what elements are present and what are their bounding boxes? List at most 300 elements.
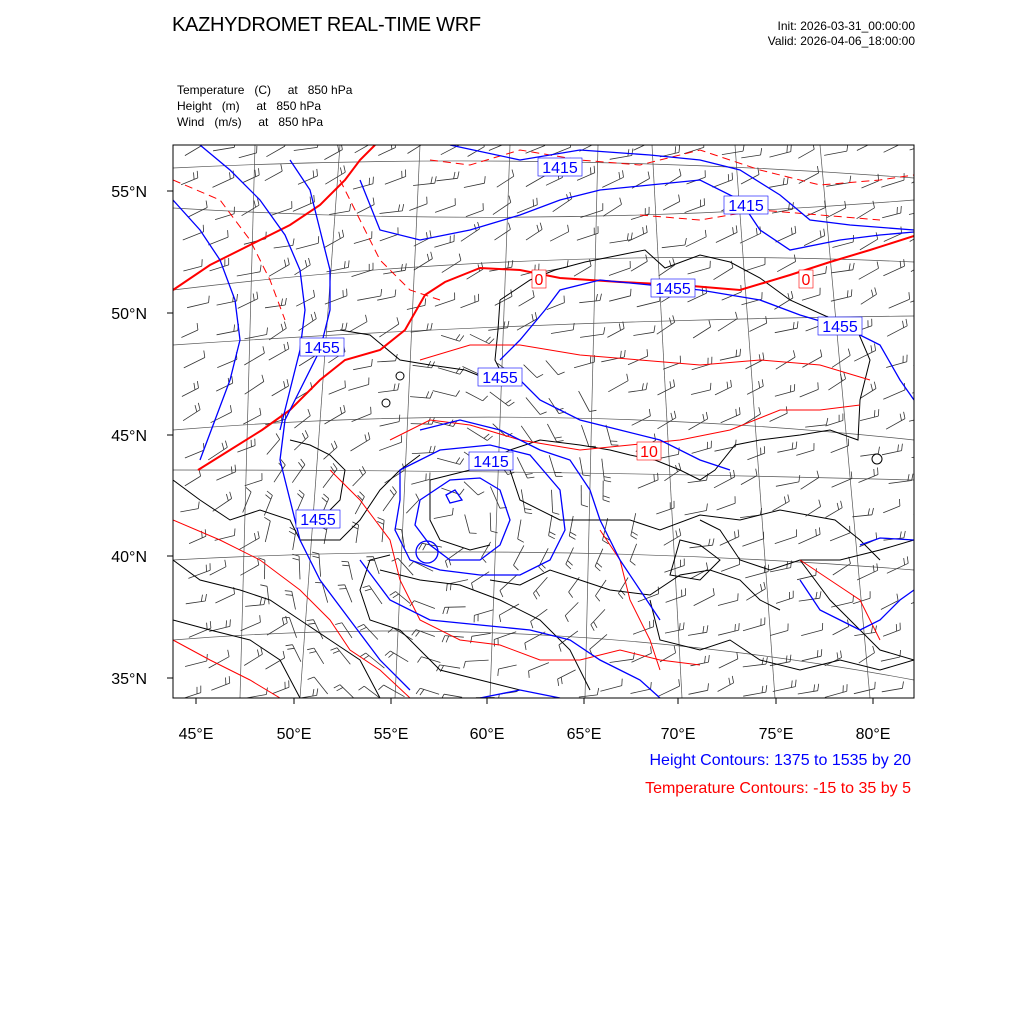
wind-barb-feather <box>314 312 316 319</box>
wind-barb-staff <box>353 366 371 370</box>
wind-barb-staff <box>659 265 675 276</box>
wind-barb-feather <box>590 259 592 266</box>
wind-barb-feather <box>875 134 876 141</box>
wind-barb-feather <box>536 590 540 596</box>
wind-barb-staff <box>180 509 198 512</box>
wind-barb-feather <box>590 410 597 411</box>
wind-barb-feather <box>443 607 445 614</box>
wind-barb-feather <box>565 616 568 622</box>
wind-barb-feather <box>624 350 625 357</box>
wind-barb-staff <box>526 176 545 187</box>
wind-barb-staff <box>490 392 509 406</box>
wind-barb-staff <box>664 535 681 545</box>
wind-barb-feather <box>260 265 261 272</box>
wind-barb-feather <box>374 134 375 141</box>
wind-barb-staff <box>770 631 788 636</box>
wind-barb-feather <box>848 349 850 356</box>
wind-barb-feather <box>284 260 285 267</box>
wind-barb-staff <box>181 330 198 338</box>
wind-barb-feather <box>595 596 599 602</box>
wind-barb-feather <box>456 458 460 464</box>
wind-barb-feather <box>597 688 598 695</box>
wind-barb-feather <box>331 648 338 651</box>
wind-barb-feather <box>197 323 198 330</box>
wind-barb-staff <box>353 473 366 487</box>
wind-barb-feather <box>875 682 876 689</box>
wind-barb-feather <box>372 359 373 366</box>
wind-barb-staff <box>610 659 634 662</box>
wind-barb-feather <box>654 325 655 332</box>
wind-barb-feather <box>732 676 733 683</box>
wind-barb-feather <box>874 469 875 476</box>
wind-barb-feather <box>460 336 464 342</box>
wind-barb-feather <box>604 327 605 334</box>
wind-barb-feather <box>487 436 492 441</box>
wind-barb-feather <box>226 494 228 501</box>
wind-barb-staff <box>741 476 757 485</box>
wind-barb-staff <box>189 536 206 543</box>
wind-barb-feather <box>426 391 429 398</box>
wind-barb-feather <box>210 621 211 628</box>
wind-barb-staff <box>744 265 765 272</box>
wind-barb-feather <box>392 487 396 493</box>
wind-barb-staff <box>245 480 262 486</box>
wind-barb-feather <box>679 463 681 470</box>
wind-barb-staff <box>380 211 403 214</box>
wind-barb-feather <box>257 650 259 657</box>
wind-barb-feather <box>736 350 737 357</box>
wind-barb-staff <box>915 326 937 331</box>
wind-barb-feather <box>793 322 794 329</box>
wind-barb-staff <box>215 536 235 541</box>
wind-barb-staff <box>580 334 604 337</box>
wind-barb-feather <box>705 230 706 237</box>
wind-barb-feather <box>654 475 655 482</box>
wind-barb-feather <box>286 616 288 623</box>
wind-barb-staff <box>217 331 238 335</box>
wind-barb-feather <box>766 685 767 692</box>
wind-barb-staff <box>380 422 400 427</box>
wind-barb-staff <box>524 365 537 378</box>
wind-barb-staff <box>912 453 933 457</box>
wind-barb-feather <box>679 145 680 152</box>
wind-barb-feather <box>707 504 708 511</box>
wind-barb-staff <box>745 572 768 578</box>
wind-barb-feather <box>679 169 681 176</box>
wind-barb-staff <box>579 301 600 303</box>
wind-barb-staff <box>241 622 261 631</box>
wind-barb-staff <box>412 453 434 454</box>
wind-barb-feather <box>339 232 340 239</box>
wind-barb-staff <box>184 358 205 368</box>
wind-barb-staff <box>217 301 237 305</box>
wind-barb-feather <box>505 137 506 144</box>
wind-barb-feather <box>674 646 675 653</box>
field-wind: Wind (m/s) at 850 hPa <box>177 114 352 130</box>
wind-barb-staff <box>182 388 199 397</box>
wind-barb-feather <box>334 441 337 447</box>
wind-barb-staff <box>340 685 354 699</box>
wind-barb-feather <box>390 592 396 596</box>
wind-barb-staff <box>552 490 553 513</box>
wind-barb-feather <box>874 410 875 417</box>
wind-barb-staff <box>211 683 229 690</box>
wind-barb-feather <box>366 315 368 322</box>
wind-barb-feather <box>713 588 714 595</box>
wind-barb-staff <box>435 205 455 212</box>
wind-barb-feather <box>868 508 869 515</box>
wind-barb-staff <box>245 335 267 339</box>
wind-barb-staff <box>348 562 352 580</box>
wind-barb-staff <box>239 153 257 158</box>
wind-barb-staff <box>465 515 470 534</box>
wind-barb-feather <box>903 135 904 142</box>
wind-barb-feather <box>729 678 730 685</box>
wind-barb-staff <box>749 323 766 331</box>
wind-barb-feather <box>317 169 318 176</box>
wind-barb-feather <box>901 206 902 213</box>
wind-barb-staff <box>664 566 684 573</box>
wind-barb-feather <box>900 414 901 421</box>
wind-barb-staff <box>416 630 435 637</box>
wind-barb-staff <box>185 146 202 156</box>
wind-barb-feather <box>818 684 819 691</box>
wind-barb-feather <box>937 564 938 571</box>
wind-barb-staff <box>831 270 853 273</box>
wind-barb-feather <box>284 344 285 351</box>
wind-barb-staff <box>242 205 259 216</box>
wind-barb-feather <box>670 381 671 388</box>
wind-barb-staff <box>238 299 258 309</box>
wind-barb-feather <box>595 136 596 143</box>
wind-barb-staff <box>414 601 435 609</box>
wind-barb-feather <box>549 536 555 539</box>
wind-barb-feather <box>872 508 874 515</box>
wind-barb-feather <box>423 544 426 550</box>
wind-barb-feather <box>793 350 795 357</box>
wind-barb-feather <box>317 689 318 696</box>
wind-barb-feather <box>231 466 232 473</box>
wind-barb-staff <box>294 437 308 451</box>
wind-barb-staff <box>380 234 398 241</box>
wind-barb-feather <box>569 592 573 598</box>
wind-barb-feather <box>339 589 346 590</box>
wind-barb-feather <box>902 444 903 451</box>
wind-barb-staff <box>912 388 932 394</box>
wind-barb-feather <box>651 646 652 653</box>
wind-barb-feather <box>446 636 449 643</box>
wind-barb-staff <box>324 237 344 248</box>
wind-barb-feather <box>841 651 842 658</box>
wind-barb-feather <box>646 225 647 232</box>
wind-barb-staff <box>183 266 201 271</box>
wind-barb-feather <box>235 465 236 472</box>
wind-barb-feather <box>570 140 571 147</box>
wind-barb-feather <box>941 531 942 538</box>
wind-barb-feather <box>733 227 734 234</box>
wind-barb-feather <box>297 494 302 499</box>
wind-barb-staff <box>579 391 590 411</box>
wind-barb-feather <box>932 446 933 453</box>
height-label: 1455 <box>822 319 858 336</box>
wind-barb-feather <box>786 656 787 663</box>
wind-barb-feather <box>362 466 365 472</box>
lon-label: 75°E <box>759 726 794 743</box>
wind-barb-feather <box>927 204 928 211</box>
height-label: 1455 <box>304 340 340 357</box>
wind-barb-feather <box>310 197 311 204</box>
wind-barb-staff <box>408 141 428 154</box>
wind-barb-staff <box>718 630 739 635</box>
wind-barb-feather <box>287 648 294 649</box>
wind-barb-feather <box>500 591 503 597</box>
wind-barb-feather <box>281 164 282 171</box>
wind-barb-feather <box>486 337 491 342</box>
wind-barb-staff <box>833 627 849 635</box>
wind-barb-staff <box>663 363 680 370</box>
wind-barb-staff <box>271 208 292 215</box>
wind-barb-feather <box>599 134 600 141</box>
wind-barb-staff <box>826 421 843 427</box>
wind-barb-staff <box>517 457 527 478</box>
wind-barb-feather <box>674 380 675 387</box>
wind-barb-feather <box>899 499 900 506</box>
wind-barb-staff <box>237 446 255 453</box>
wind-barb-staff <box>325 412 346 424</box>
wind-barb-staff <box>272 386 289 396</box>
wind-barb-feather <box>900 261 901 268</box>
wind-barb-feather <box>456 391 460 397</box>
wind-barb-feather <box>568 561 573 566</box>
wind-barb-staff <box>385 177 406 185</box>
wind-barb-feather <box>460 459 464 465</box>
wind-barb-staff <box>434 515 453 519</box>
wind-barb-feather <box>532 314 533 321</box>
wind-barb-staff <box>799 598 820 601</box>
lon-label: 70°E <box>661 726 696 743</box>
wind-barb-feather <box>345 381 346 388</box>
wind-barb-feather <box>737 652 738 659</box>
wind-barb-feather <box>342 230 343 237</box>
wind-barb-staff <box>798 149 814 158</box>
wind-barb-feather <box>228 230 229 237</box>
wind-barb-feather <box>739 623 740 630</box>
wind-barb-feather <box>230 405 231 412</box>
wind-barb-staff <box>183 410 200 421</box>
wind-barb-staff <box>518 520 521 539</box>
wind-barb-feather <box>198 502 199 509</box>
wind-barb-staff <box>889 481 912 484</box>
wind-barb-feather <box>452 508 453 515</box>
wind-barb-feather <box>907 556 908 563</box>
wind-barb-staff <box>466 210 483 216</box>
wind-barb-feather <box>456 367 460 373</box>
wind-barb-feather <box>558 679 559 686</box>
wind-barb-feather <box>388 628 393 633</box>
wind-barb-staff <box>861 294 877 304</box>
wind-barb-feather <box>447 584 448 591</box>
wind-barb-feather <box>646 383 647 390</box>
wind-barb-feather <box>260 615 261 622</box>
wind-barb-staff <box>269 265 289 277</box>
wind-barb-feather <box>447 607 449 614</box>
wind-barb-staff <box>558 670 576 679</box>
wind-barb-staff <box>366 653 385 668</box>
wind-barb-staff <box>663 202 680 211</box>
wind-barb-feather <box>405 263 406 270</box>
temperature-label: 0 <box>535 272 544 289</box>
wind-barb-staff <box>183 232 204 240</box>
wind-barb-feather <box>314 290 315 297</box>
wind-barb-feather <box>932 654 933 661</box>
wind-barb-staff <box>882 213 901 218</box>
wind-barb-staff <box>514 545 524 565</box>
wind-barb-feather <box>209 296 210 303</box>
wind-barb-feather <box>427 254 429 261</box>
wind-barb-staff <box>718 319 737 331</box>
wind-barb-feather <box>875 344 876 351</box>
wind-barb-staff <box>435 300 455 307</box>
wind-barb-feather <box>799 475 800 482</box>
wind-barb-feather <box>499 615 500 622</box>
wind-barb-staff <box>801 630 822 636</box>
wind-barb-staff <box>882 688 903 692</box>
wind-barb-feather <box>293 239 294 246</box>
temperature-contours <box>173 145 914 698</box>
wind-barb-feather <box>344 261 345 268</box>
wind-barb-staff <box>686 237 706 247</box>
wind-barb-feather <box>489 339 494 344</box>
wind-barb-staff <box>433 391 456 397</box>
wind-barb-feather <box>590 167 591 174</box>
wind-barb-staff <box>499 604 519 615</box>
wind-barb-staff <box>776 233 796 242</box>
wind-barb-staff <box>442 260 461 272</box>
wind-barb-staff <box>859 268 879 279</box>
wind-barb-feather <box>787 561 788 568</box>
wind-barb-feather <box>234 140 235 147</box>
wind-barb-staff <box>580 457 583 475</box>
wind-barb-staff <box>886 362 907 368</box>
wind-barb-feather <box>360 492 365 497</box>
wind-barb-staff <box>237 272 260 276</box>
wind-barb-feather <box>837 503 839 510</box>
wind-barb-staff <box>464 183 485 187</box>
wind-barb-feather <box>393 594 399 598</box>
wind-barb-feather <box>685 238 686 245</box>
wind-barb-feather <box>307 648 314 650</box>
wind-barb-staff <box>630 544 637 561</box>
wind-barb-staff <box>714 477 735 488</box>
wind-barb-feather <box>709 320 711 327</box>
wind-barb-feather <box>205 529 206 536</box>
wind-barb-staff <box>383 270 405 274</box>
wind-barb-feather <box>631 289 632 296</box>
wind-barb-feather <box>371 407 372 414</box>
wind-barb-staff <box>546 361 558 375</box>
wind-barb-feather <box>736 225 737 232</box>
wind-barb-staff <box>607 329 624 338</box>
wind-barb-staff <box>637 301 660 307</box>
wind-barb-feather <box>525 643 526 650</box>
wind-barb-feather <box>459 254 461 261</box>
wind-barb-staff <box>656 508 674 514</box>
wind-barb-feather <box>385 651 390 656</box>
wind-barb-staff <box>385 470 405 483</box>
wind-barb-feather <box>389 653 394 658</box>
wind-barb-feather <box>529 671 530 678</box>
wind-barb-staff <box>857 208 875 219</box>
wind-barb-feather <box>260 598 262 605</box>
wind-barb-feather <box>365 589 372 591</box>
wind-barb-staff <box>495 229 511 240</box>
lon-label: 55°E <box>374 726 409 743</box>
wind-barb-staff <box>881 180 904 187</box>
wind-barb-feather <box>761 148 762 155</box>
wind-barb-feather <box>679 679 680 686</box>
wind-barb-feather <box>795 680 796 687</box>
wind-barb-feather <box>623 170 624 177</box>
wind-barb-staff <box>267 586 269 604</box>
wind-barb-feather <box>430 392 433 399</box>
wind-barb-staff <box>379 442 401 450</box>
wind-barb-feather <box>226 620 227 627</box>
wind-barb-feather <box>512 170 514 177</box>
wind-barb-feather <box>878 447 879 454</box>
wind-barb-feather <box>731 380 732 387</box>
wind-barb-feather <box>817 471 819 478</box>
wind-barb-feather <box>484 434 489 439</box>
wind-barb-staff <box>718 600 738 605</box>
wind-barb-feather <box>229 676 230 683</box>
wind-barb-feather <box>322 498 327 503</box>
wind-barb-feather <box>709 655 710 662</box>
wind-barb-feather <box>527 477 534 478</box>
wind-barb-staff <box>715 387 732 395</box>
wind-barb-staff <box>493 202 511 214</box>
wind-barb-feather <box>795 226 796 233</box>
wind-barb-feather <box>675 146 676 153</box>
wind-barb-feather <box>254 201 256 208</box>
wind-barb-feather <box>871 384 873 391</box>
wind-barb-feather <box>225 441 227 448</box>
wind-barb-feather <box>735 531 736 538</box>
wind-barb-feather <box>648 172 649 179</box>
wind-barb-staff <box>292 591 296 609</box>
wind-barb-staff <box>661 454 679 458</box>
wind-barb-feather <box>540 223 542 230</box>
wind-barb-feather <box>787 146 788 153</box>
wind-barb-feather <box>561 677 562 684</box>
wind-barb-feather <box>927 255 929 262</box>
wind-barb-feather <box>849 264 850 271</box>
wind-barb-feather <box>260 585 267 587</box>
wind-barb-feather <box>312 556 319 558</box>
wind-barb-feather <box>348 260 349 267</box>
wind-barb-staff <box>805 425 826 427</box>
wind-barb-feather <box>788 495 790 502</box>
wind-barb-feather <box>850 176 851 183</box>
lat-label: 40°N <box>111 549 147 566</box>
wind-barb-feather <box>595 566 600 571</box>
wind-barb-feather <box>791 228 792 235</box>
wind-barb-feather <box>378 518 385 521</box>
wind-barb-staff <box>357 296 381 300</box>
wind-barb-feather <box>301 459 305 465</box>
wind-barb-feather <box>368 432 370 439</box>
wind-barb-staff <box>269 349 289 360</box>
wind-barb-feather <box>334 685 340 688</box>
